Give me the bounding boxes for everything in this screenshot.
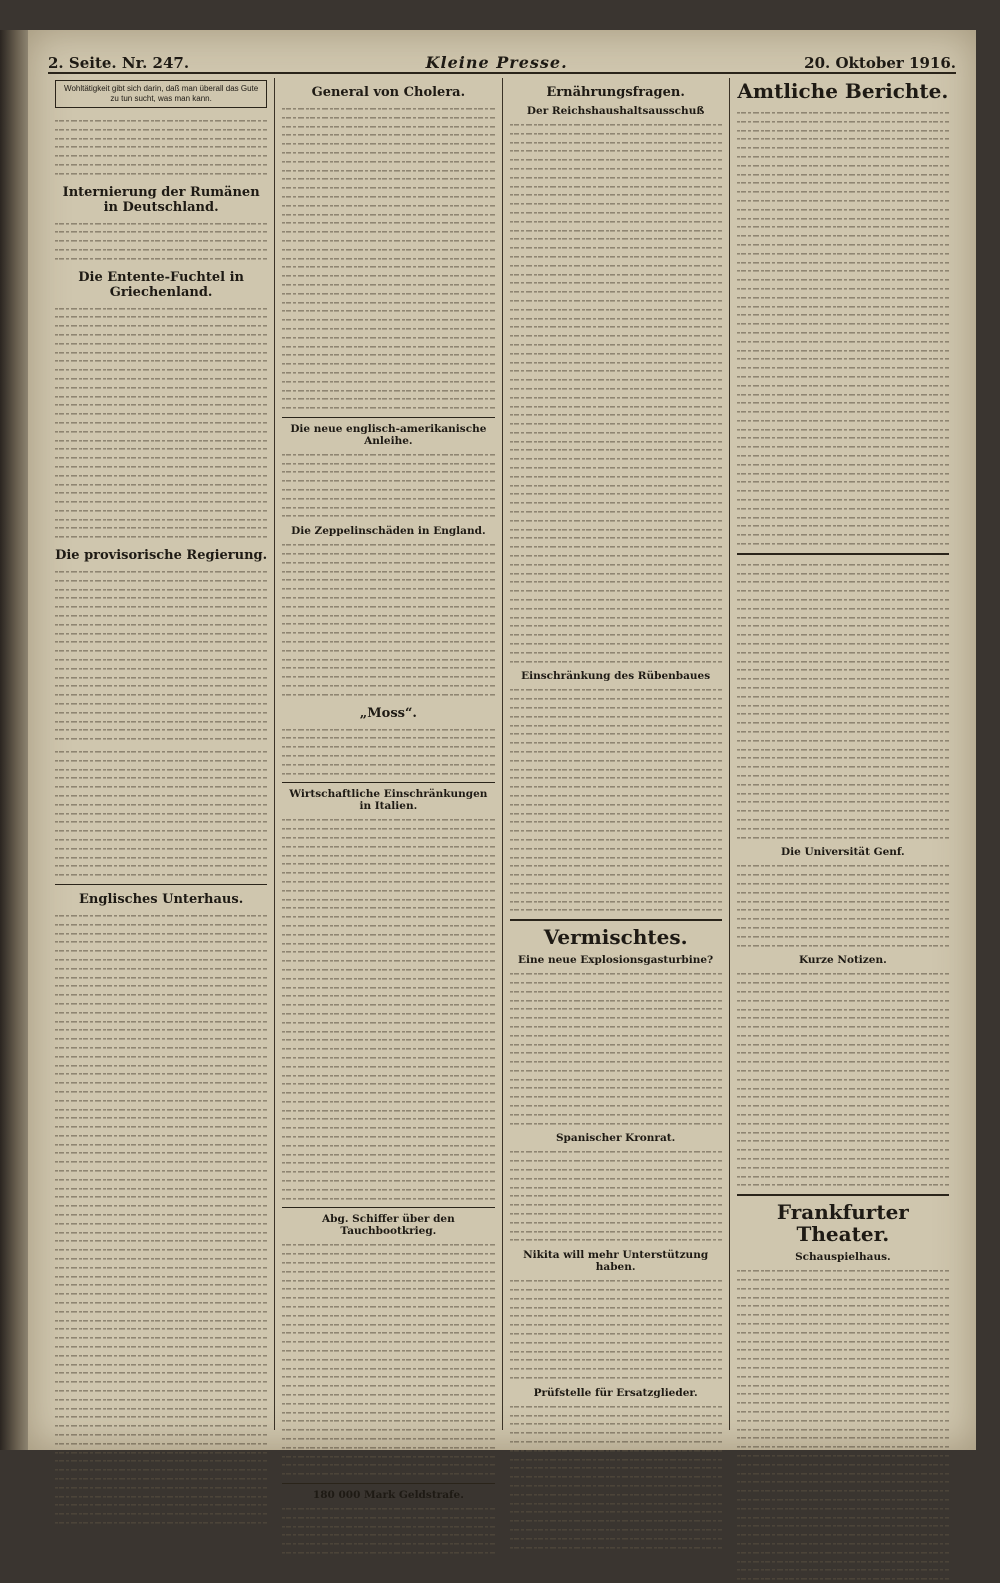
headline-ersatz: Prüfstelle für Ersatzglieder. bbox=[533, 1386, 698, 1399]
headline-schauspiel: Schauspielhaus. bbox=[795, 1251, 891, 1264]
column-1 bbox=[48, 78, 275, 1430]
column-3 bbox=[503, 78, 730, 1430]
headline-ausschuss: Der Reichshaushaltsausschuß bbox=[526, 105, 705, 117]
headline-cholera: General von Cholera. bbox=[311, 85, 466, 100]
page-header bbox=[48, 44, 956, 74]
headline-internierung: Internierung der Rumänen in Deutschland. bbox=[62, 184, 260, 215]
headline-universitaet: Die Universität Genf. bbox=[781, 846, 905, 859]
headline-regierung: Die provisorische Regierung. bbox=[55, 548, 268, 564]
headline-notizen: Kurze Notizen. bbox=[799, 954, 887, 967]
headline-zeppelin: Die Zeppelinschäden in England. bbox=[291, 525, 486, 538]
motto-box: Wohltätigkeit gibt sich darin, daß man überall das Gute zu tun sucht, was man kann. bbox=[55, 80, 267, 108]
masthead: Kleine Presse. bbox=[425, 53, 568, 72]
headline-moss: „Moss“. bbox=[359, 705, 417, 721]
page-number: 2. Seite. Nr. 247. bbox=[48, 54, 190, 72]
headline-vermischtes: Vermischtes. bbox=[543, 925, 688, 950]
headline-italien: Wirtschaftliche Einschränkungen in Italien. bbox=[289, 788, 488, 813]
headline-turbine: Eine neue Explosionsgasturbine? bbox=[518, 954, 714, 967]
headline-schiffer: Abg. Schiffer über den Tauchbootkrieg. bbox=[322, 1213, 455, 1238]
headline-ernaehrung: Ernährungsfragen. bbox=[546, 85, 685, 100]
headline-theater: Frankfurter Theater. bbox=[776, 1200, 909, 1247]
book-binding bbox=[0, 30, 28, 1450]
newspaper-page bbox=[28, 30, 976, 1501]
headline-geldstrafe: 180 000 Mark Geldstrafe. bbox=[312, 1488, 464, 1501]
headline-entente: Die Entente-Fuchtel in Griechenland. bbox=[78, 269, 244, 300]
columns bbox=[48, 78, 956, 1501]
headline-unterhaus: Englisches Unterhaus. bbox=[79, 891, 244, 907]
issue-date: 20. Oktober 1916. bbox=[804, 54, 956, 72]
column-4 bbox=[730, 78, 956, 1430]
headline-kronrat: Spanischer Kronrat. bbox=[555, 1132, 676, 1145]
column-2 bbox=[275, 78, 502, 1501]
headline-nikita: Nikita will mehr Unterstützung haben. bbox=[523, 1249, 709, 1274]
headline-ruebenbau: Einschränkung des Rübenbaues bbox=[521, 670, 711, 683]
headline-amtlich: Amtliche Berichte. bbox=[737, 79, 949, 103]
headline-anleihe: Die neue englisch-amerikanische Anleihe. bbox=[290, 422, 487, 447]
